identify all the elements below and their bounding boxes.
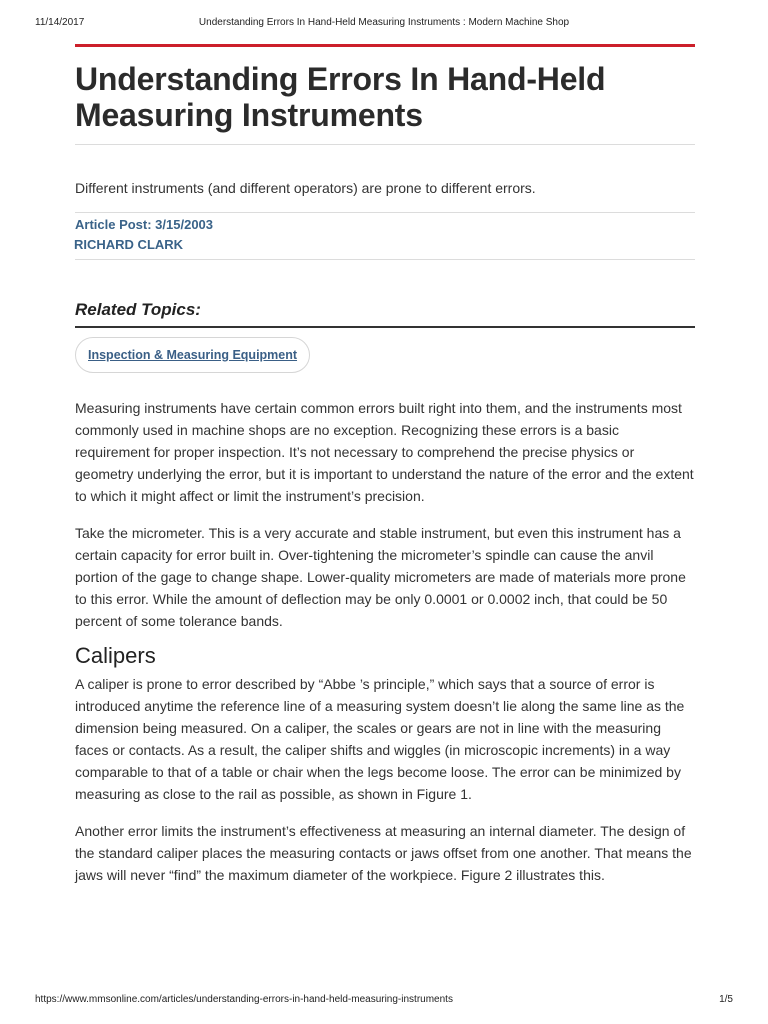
article-subtitle: Different instruments (and different operators) are prone to different errors. — [75, 180, 536, 196]
print-page-title: Understanding Errors In Hand-Held Measuring Instruments : Modern Machine Shop — [198, 17, 570, 28]
accent-divider — [75, 44, 695, 47]
page-number: 1/5 — [719, 994, 733, 1005]
print-url: https://www.mmsonline.com/articles/understanding-errors-in-hand-held-measuring-instruments — [35, 994, 453, 1005]
section-heading-calipers: Calipers — [75, 643, 156, 668]
body-paragraph: Measuring instruments have certain common errors built right into them, and the instruments most commonly used in machine shops are no exception. Recognizing these errors is a basic requirement for proper inspection. It’s not necessary to comprehend the precise physics or geometry underlying the error, but it is important to understand the nature of the error and the extent to which it might affect or limit the instrument’s precision. — [75, 400, 694, 504]
title-divider — [75, 144, 695, 145]
author-divider — [75, 259, 695, 260]
body-paragraph: A caliper is prone to error described by “Abbe ’s principle,” which says that a source of error is introduced anytime the reference line of a measuring system doesn’t lie along the same line as the dimension being measured. On a caliper, the scales or gears are not in line with the measuring faces or contacts. As a result, the caliper shifts and wiggles (in microscopic increments) in a way comparable to that of a table or chair when the legs become loose. The error can be minimized by measuring as close to the rail as possible, as shown in Figure 1. — [75, 676, 685, 802]
article-title: Understanding Errors In Hand-Held Measuring Instruments — [75, 61, 606, 133]
article-content — [75, 44, 695, 886]
author-link[interactable]: RICHARD CLARK — [74, 237, 184, 252]
article-post-date: Article Post: 3/15/2003 — [75, 217, 214, 232]
print-header — [35, 17, 733, 31]
body-paragraph: Another error limits the instrument’s effectiveness at measuring an internal diameter. The design of the standard caliper places the measuring contacts or jaws offset from one another. That means the jaws will never “find” the maximum diameter of the workpiece. Figure 2 illustrates this. — [75, 823, 692, 883]
body-paragraph: Take the micrometer. This is a very accurate and stable instrument, but even this instrument has a certain capacity for error built in. Over-tightening the micrometer’s spindle can cause the anvil portion of the gage to change shape. Lower-quality micrometers are made of materials more prone to this error. While the amount of deflection may be only 0.0001 or 0.0002 inch, that could be 50 percent of some tolerance bands. — [75, 525, 686, 629]
print-date: 11/14/2017 — [35, 17, 85, 28]
related-topics-heading: Related Topics: — [75, 300, 201, 319]
print-footer — [35, 994, 733, 1008]
subtitle-divider — [75, 212, 695, 213]
topic-link-inspection[interactable]: Inspection & Measuring Equipment — [75, 337, 310, 373]
related-topics-divider — [75, 326, 695, 328]
